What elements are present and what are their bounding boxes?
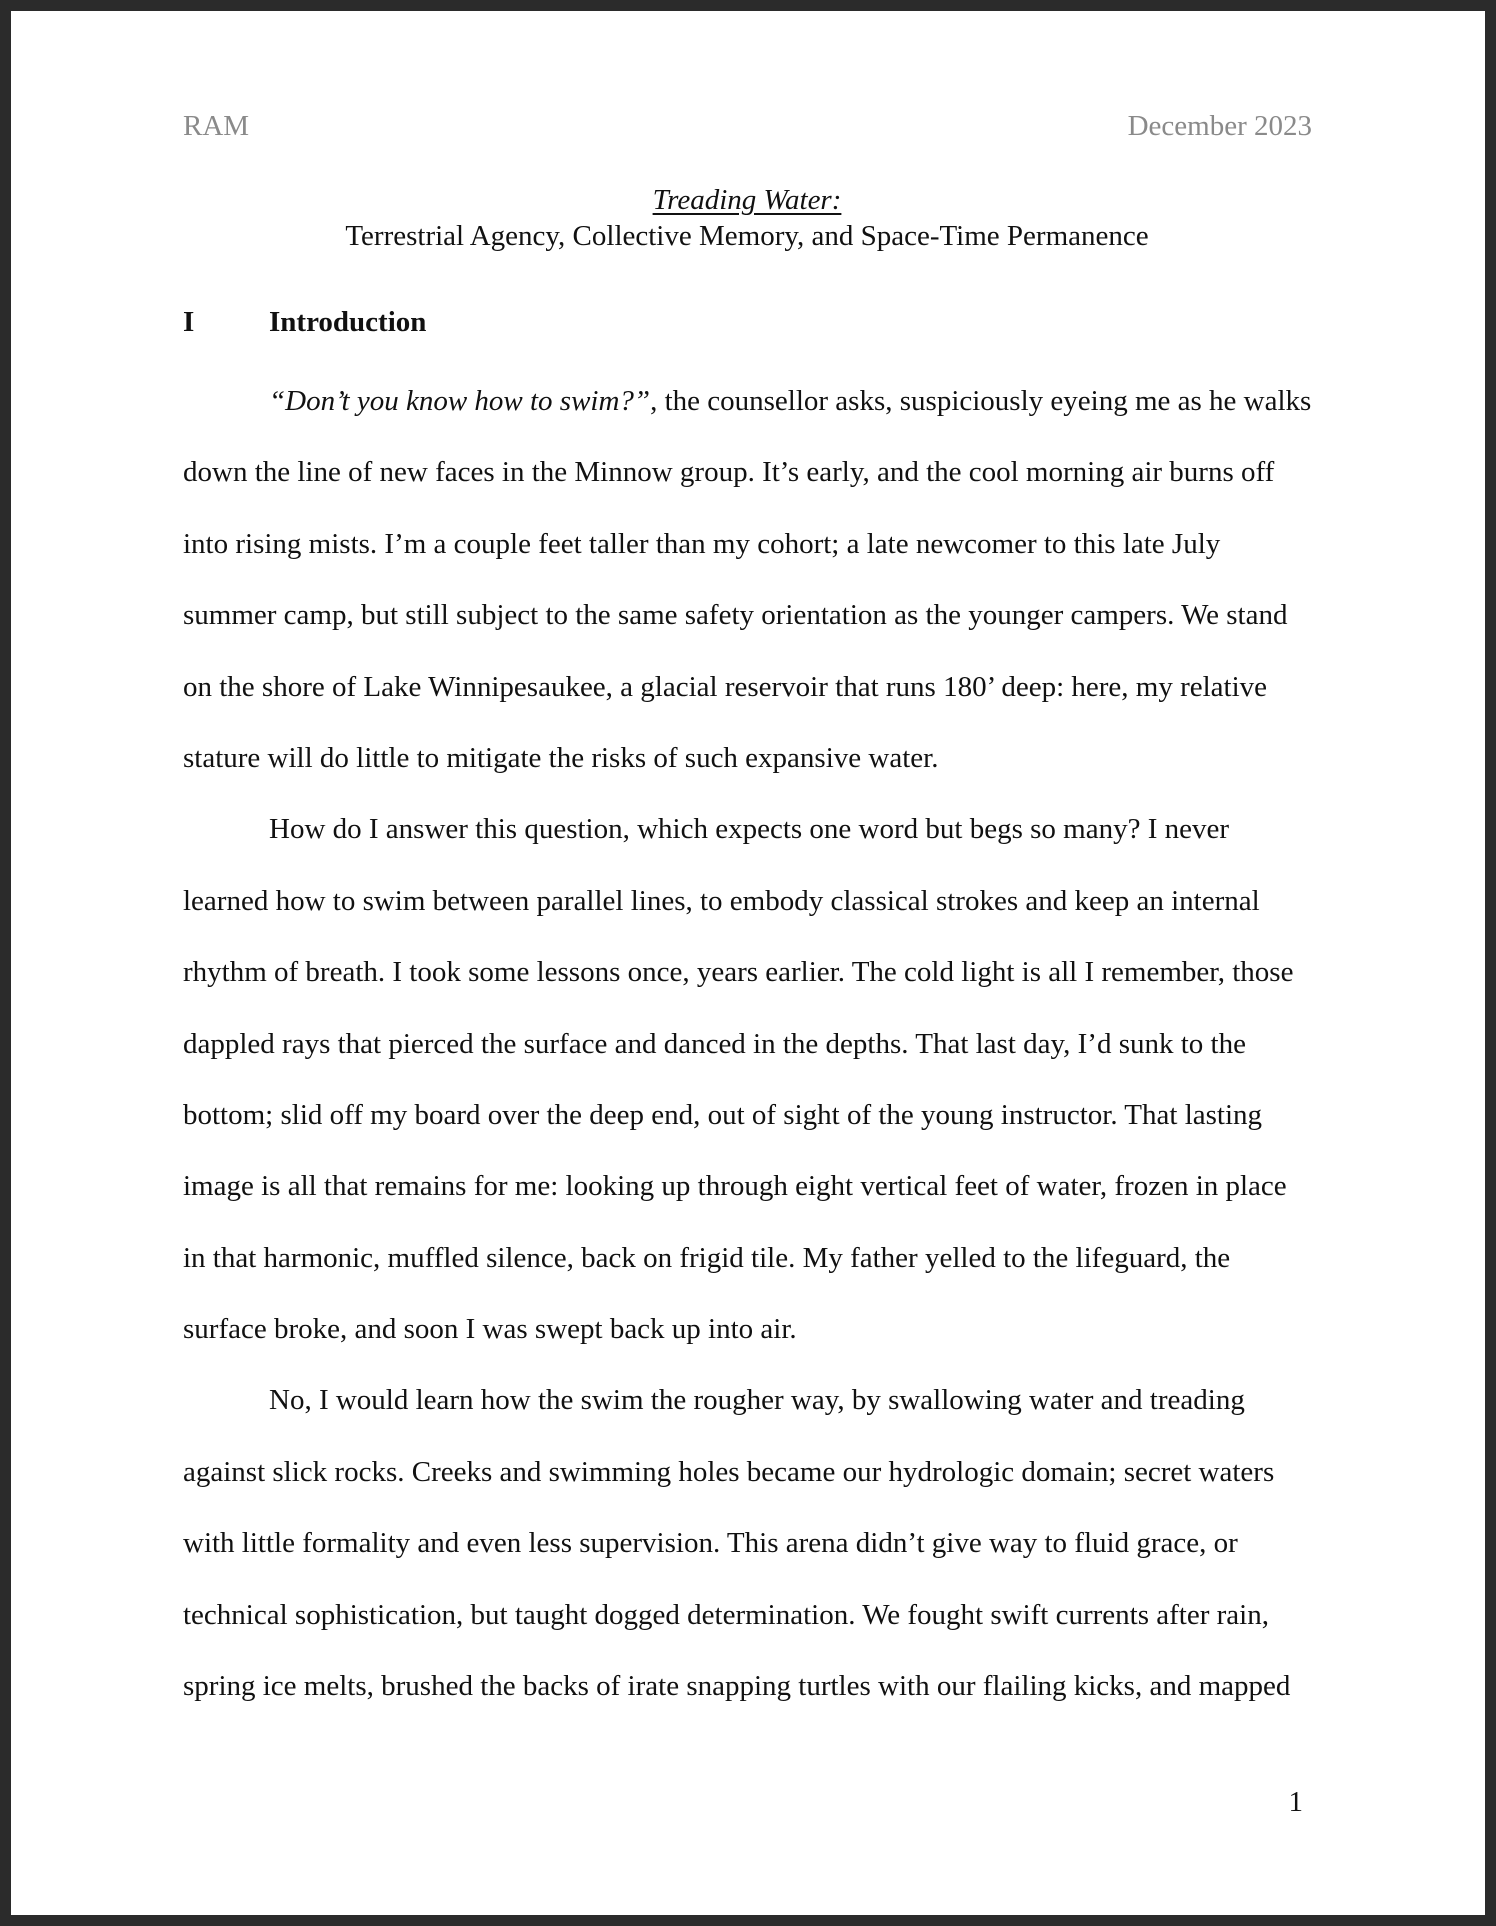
document-subtitle: Terrestrial Agency, Collective Memory, and Space-Time Permanence [345, 220, 1149, 252]
text-line: stature will do little to mitigate the risks of such expansive water. [183, 741, 939, 774]
header-date: December 2023 [1127, 110, 1312, 142]
text-line: learned how to swim between parallel lines, to embody classical strokes and keep an internal [183, 884, 1260, 917]
section-number: I [183, 306, 195, 338]
text-line: summer camp, but still subject to the same safety orientation as the younger campers. We stand [183, 599, 1288, 632]
text-line: into rising mists. I’m a couple feet taller than my cohort; a late newcomer to this late July [183, 527, 1221, 560]
text-line: “Don’t you know how to swim?”, the counsellor asks, suspiciously eyeing me as he walks [269, 385, 1312, 417]
text-line: against slick rocks. Creeks and swimming holes became our hydrologic domain; secret waters [183, 1455, 1275, 1488]
page-number: 1 [1288, 1786, 1303, 1818]
header-author: RAM [183, 110, 250, 142]
text-line: on the shore of Lake Winnipesaukee, a glacial reservoir that runs 180’ deep: here, my relative [183, 670, 1268, 703]
section-heading [183, 294, 426, 350]
text-line: with little formality and even less supervision. This arena didn’t give way to fluid grace, or [183, 1527, 1238, 1560]
text-line: in that harmonic, muffled silence, back on frigid tile. My father yelled to the lifeguard, the [183, 1241, 1231, 1274]
text-line: bottom; slid off my board over the deep end, out of sight of the young instructor. That lasting [183, 1098, 1263, 1131]
text-line: rhythm of breath. I took some lessons once, years earlier. The cold light is all I remember, those [183, 956, 1294, 989]
text-line: No, I would learn how the swim the rougher way, by swallowing water and treading [269, 1384, 1245, 1417]
section-title: Introduction [269, 306, 427, 338]
text-line: image is all that remains for me: looking up through eight vertical feet of water, frozen in place [183, 1170, 1287, 1203]
body-text [183, 366, 1311, 1722]
opening-quote: “Don’t you know how to swim?” [269, 385, 651, 417]
document-title: Treading Water: [652, 184, 842, 216]
text-line: How do I answer this question, which expects one word but begs so many? I never [269, 813, 1230, 846]
document-page [11, 11, 1485, 1915]
title-block [183, 182, 1311, 254]
text-line: dappled rays that pierced the surface and danced in the depths. That last day, I’d sunk to the [183, 1027, 1246, 1060]
text-line: down the line of new faces in the Minnow group. It’s early, and the cool morning air burns off [183, 456, 1275, 489]
text-line: surface broke, and soon I was swept back up into air. [183, 1313, 797, 1346]
text-line: technical sophistication, but taught dogged determination. We fought swift currents after rain, [183, 1598, 1269, 1631]
text-line: spring ice melts, brushed the backs of irate snapping turtles with our flailing kicks, and mapped [183, 1670, 1291, 1703]
